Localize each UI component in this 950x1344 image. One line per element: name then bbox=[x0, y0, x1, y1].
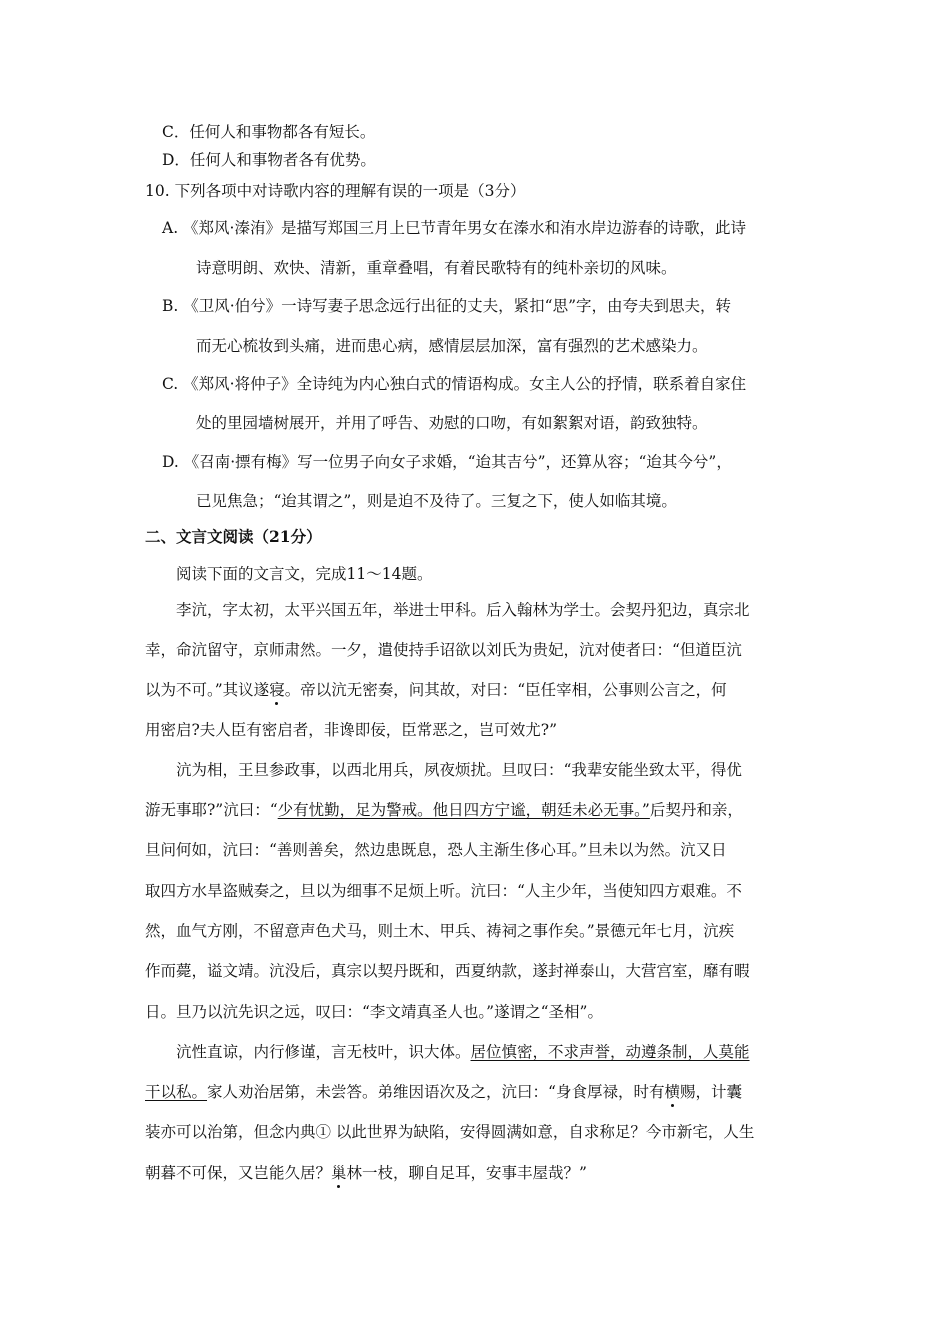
underlined-sentence: 居位慎密，不求声誉，动遵条制，人莫能 bbox=[470, 1043, 750, 1061]
section-heading: 二、文言文阅读（21分） bbox=[145, 527, 322, 546]
option-10b-line2: 而无心梳妆到头痛，进而患心病，感情层层加深，富有强烈的艺术感染力。 bbox=[196, 337, 708, 355]
option-10d-line2: 已见焦急；“迨其谓之”，则是迫不及待了。三复之下，使人如临其境。 bbox=[196, 492, 677, 510]
passage-line-5: 沆为相，王旦参政事，以西北用兵，夙夜烦扰。旦叹曰：“我辈安能坐致太平，得优 bbox=[176, 761, 742, 779]
underlined-sentence: 干以私。 bbox=[145, 1083, 208, 1101]
option-9d: D．任何人和事物者各有优势。 bbox=[162, 151, 376, 169]
passage-line-11: 日。旦乃以沆先识之远，叹曰：“李文靖真圣人也。”遂谓之“圣相”。 bbox=[145, 1003, 603, 1021]
passage-line-2: 幸，命沆留守，京师肃然。一夕，遣使持手诏欲以刘氏为贵妃，沆对使者曰：“但道臣沆 bbox=[145, 641, 742, 659]
passage-line-10: 作而薨，谥文靖。沆没后，真宗以契丹既和，西夏纳款，遂封禅泰山，大营宫室，靡有暇 bbox=[145, 962, 750, 980]
passage-line-7: 旦问何如，沆曰：“善则善矣，然边患既息，恐人主渐生侈心耳。”旦未以为然。沆又日 bbox=[145, 841, 727, 859]
option-10b-line1: B. 《卫风·伯兮》一诗写妻子思念远行出征的丈夫，紧扣“思”字，由夸夫到思夫，转 bbox=[162, 297, 732, 315]
option-10c-line2: 处的里园墙树展开，并用了呼告、劝慰的口吻，有如絮絮对语，韵致独特。 bbox=[196, 414, 708, 432]
option-9c: C．任何人和事物都各有短长。 bbox=[162, 123, 376, 141]
passage-line-4: 用密启?夫人臣有密启者，非谗即佞，臣常恶之，岂可效尤?” bbox=[145, 721, 558, 739]
emphasis-dot-word: 巢 bbox=[331, 1164, 347, 1182]
passage-line-8: 取四方水旱盗贼奏之，旦以为细事不足烦上听。沆曰：“人主少年，当使知四方艰难。不 bbox=[145, 882, 742, 900]
passage-line-6: 游无事耶?”沆曰：“少有忧勤，足为警戒。他日四方宁谧，朝廷未必无事。”后契丹和亲， bbox=[145, 801, 743, 819]
passage-line-1: 李沆，字太初，太平兴国五年，举进士甲科。后入翰林为学士。会契丹犯边，真宗北 bbox=[176, 601, 750, 619]
passage-line-9: 然，血气方刚，不留意声色犬马，则土木、甲兵、祷祠之事作矣。”景德元年七月，沆疾 bbox=[145, 922, 735, 940]
passage-line-14: 装亦可以治第，但念内典① 以此世界为缺陷，安得圆满如意，自求称足？今市新宅，人生 bbox=[145, 1123, 755, 1141]
section-instruction: 阅读下面的文言文，完成11～14题。 bbox=[176, 565, 433, 583]
option-10d-line1: D. 《召南·摽有梅》写一位男子向女子求婚，“迨其吉兮”，还算从容；“迨其今兮”， bbox=[162, 453, 732, 471]
option-10c-line1: C. 《郑风·将仲子》全诗纯为内心独白式的情语构成。女主人公的抒情，联系着自家住 bbox=[162, 375, 747, 393]
passage-line-13: 干以私。家人劝治居第，未尝答。弟维因语次及之，沆曰：“身食厚禄，时有横赐，计囊 bbox=[145, 1083, 742, 1101]
question-10-stem: 10. 下列各项中对诗歌内容的理解有误的一项是（3分） bbox=[145, 182, 526, 200]
passage-line-15: 朝暮不可保，又岂能久居？巢林一枝，聊自足耳，安事丰屋哉？” bbox=[145, 1164, 587, 1182]
option-10a-line2: 诗意明朗、欢快、清新，重章叠唱，有着民歌特有的纯朴亲切的风味。 bbox=[196, 259, 677, 277]
option-10a-line1: A. 《郑风·溱洧》是描写郑国三月上巳节青年男女在溱水和洧水岸边游春的诗歌，此诗 bbox=[162, 219, 746, 237]
passage-line-12: 沆性直谅，内行修谨，言无枝叶，识大体。居位慎密，不求声誉，动遵条制，人莫能 bbox=[176, 1043, 750, 1061]
underlined-sentence: 少有忧勤，足为警戒。他日四方宁谧，朝廷未必无事。” bbox=[277, 801, 650, 819]
passage-line-3: 以为不可。”其议遂寝。帝以沆无密奏，问其故，对曰：“臣任宰相，公事则公言之，何 bbox=[145, 681, 727, 699]
emphasis-dot-word: 横 bbox=[664, 1083, 680, 1101]
emphasis-dot-word: 寝 bbox=[269, 681, 285, 699]
